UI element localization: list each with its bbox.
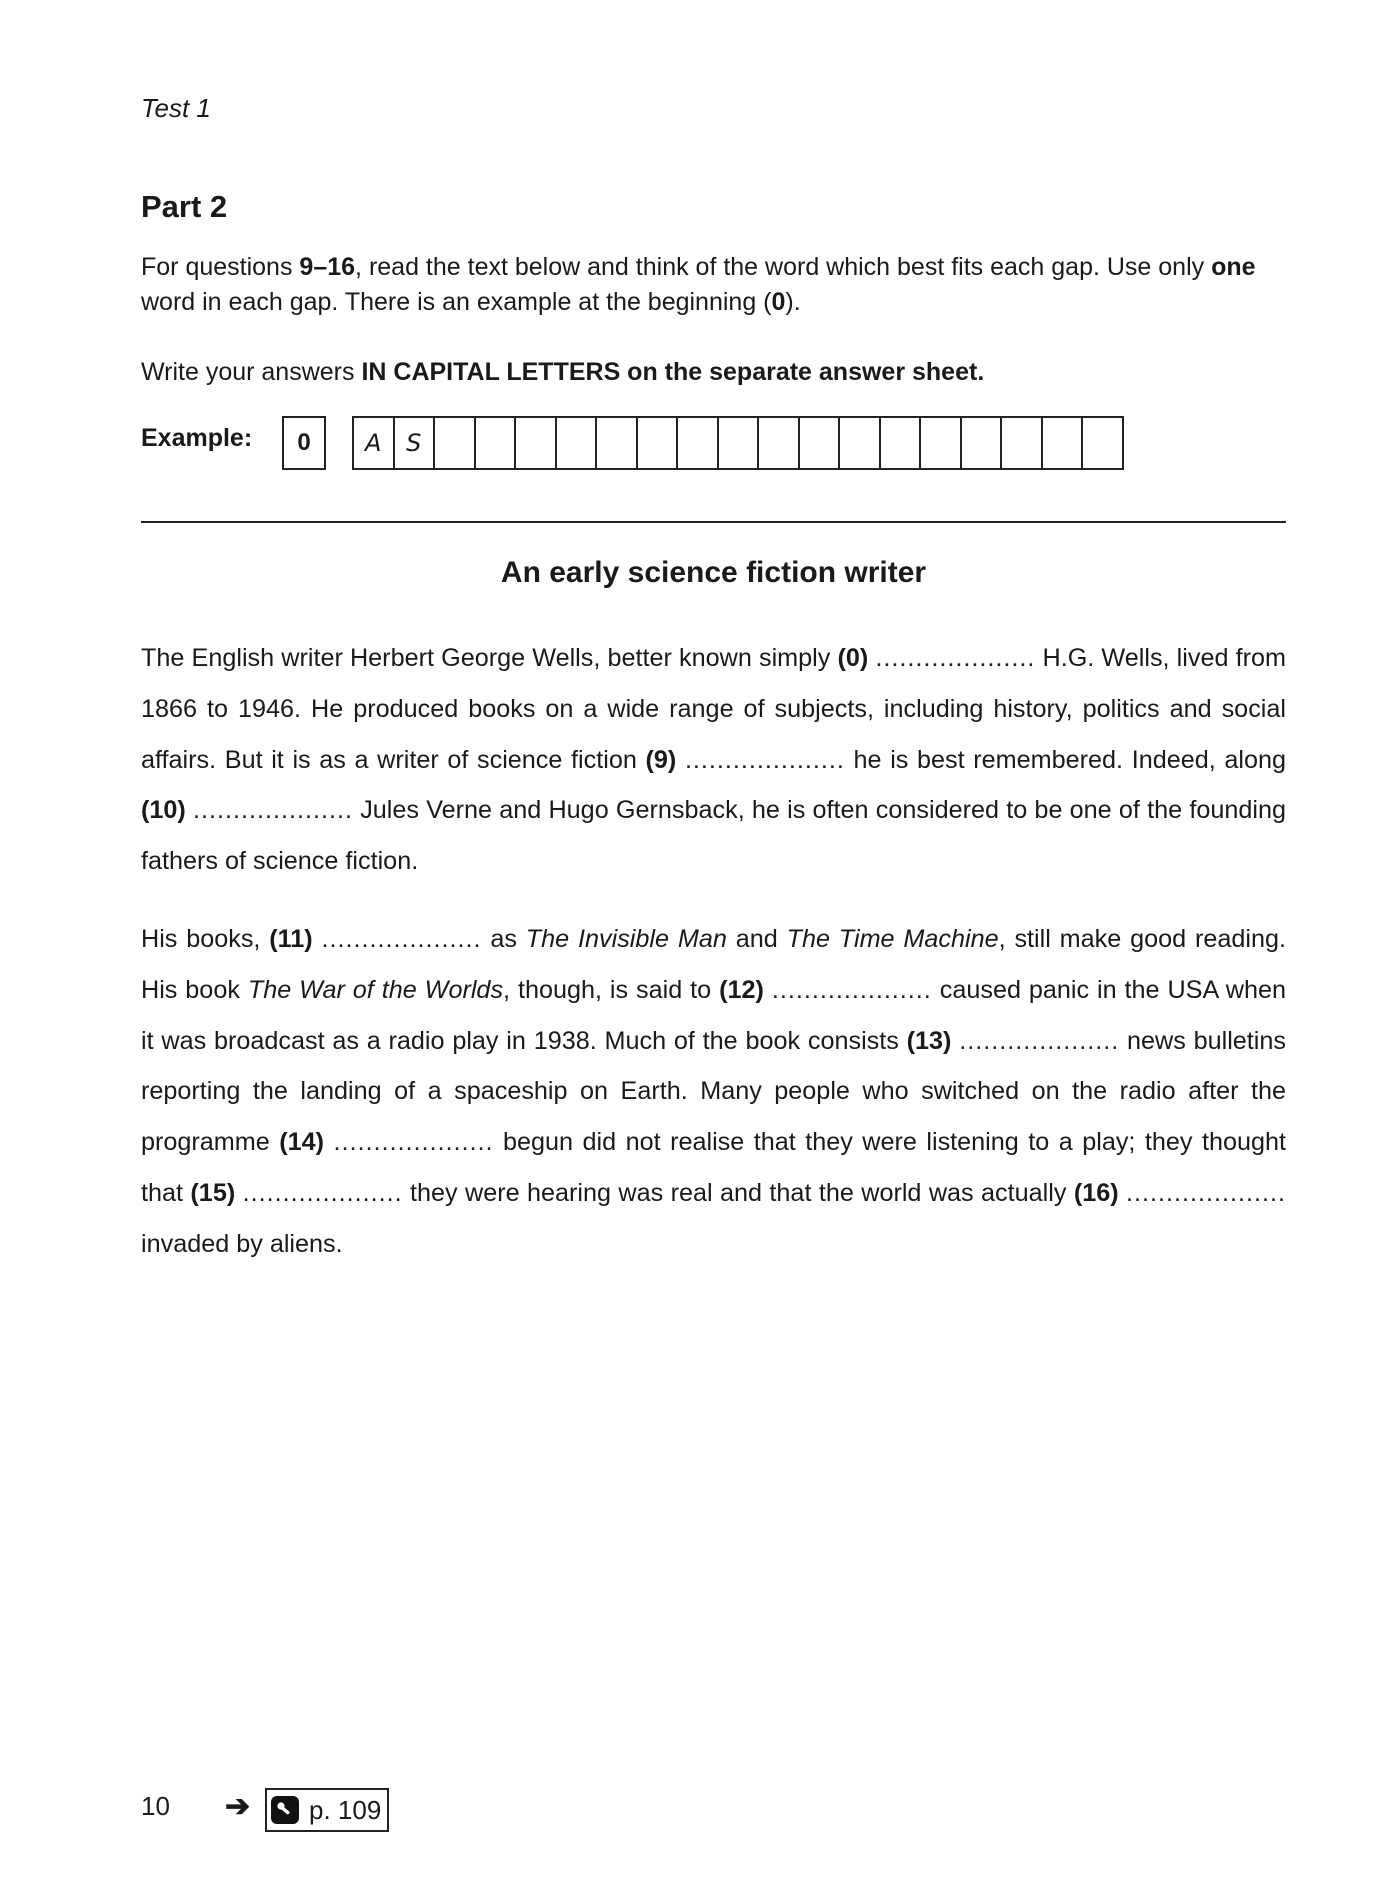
gap-blank-10: .................... [193,796,353,825]
answer-cell [921,418,962,468]
answer-cell [1002,418,1043,468]
passage-text: , still make good reading. His book [141,925,1286,1004]
answer-cell: A [354,418,395,468]
answer-cell [435,418,476,468]
answer-key-reference[interactable] [265,1788,389,1832]
answer-cell [1083,418,1124,468]
question-range: 9–16 [299,253,356,281]
passage-text: news bulletins reporting the landing of a spaceship on Earth. Many people who switched on the radio after the programme [141,1026,1286,1157]
instructions-text: Write your answers [141,358,362,386]
gap-blank-13: .................... [959,1026,1120,1055]
gap-blank-9: .................... [684,745,845,774]
running-head: Test 1 [141,93,211,123]
text-title: An early science fiction writer [500,556,927,589]
answer-cell [516,418,557,468]
passage-text: begun did not realise that they were listening to a play; they thought that [141,1128,1287,1207]
instructions [141,250,1291,390]
book-title: The War of the Worlds [247,975,504,1004]
instructions-text: ). [785,288,801,316]
reference-page-label: p. 109 [309,1794,382,1825]
gap-blank-15: .................... [242,1178,403,1207]
example-answer-cells [352,416,1124,470]
gap-number-15: (15) [190,1178,236,1207]
passage-paragraph-1 [141,633,1286,887]
answer-cell [881,418,922,468]
answer-cell [557,418,598,468]
key-icon [271,1796,299,1824]
example-label: Example: [141,423,253,452]
part-title: Part 2 [141,189,228,224]
instructions-text: , read the text below and think of the word which best fits each gap. Use only [355,253,1212,281]
gap-blank-16: .................... [1126,1178,1287,1207]
passage-text: caused panic in the USA when it was broadcast as a radio play in 1938. Much of the book consists [141,975,1287,1055]
passage-text: invaded by aliens. [141,1229,343,1258]
passage-text: H.G. Wells, lived from 1866 to 1946. He produced books on a wide range of subjects, including history, politics and social affairs. But it is as a writer of science fiction [141,644,1286,774]
section-divider [141,521,1286,523]
gap-number-12: (12) [719,975,764,1004]
answer-sheet-instruction [141,355,1291,390]
gap-number-10: (10) [141,796,186,825]
page-footer [141,1783,389,1829]
gap-number-11: (11) [269,925,313,953]
instructions-emphasis: 0 [771,288,786,316]
answer-cell [719,418,760,468]
passage-text: and [726,925,787,953]
gap-number-13: (13) [906,1026,952,1055]
passage-text: they were hearing was real and that the world was actually [402,1178,1074,1207]
answer-cell [962,418,1003,468]
passage-text: he is best remembered. Indeed, along [844,745,1286,774]
answer-cell: S [395,418,436,468]
gap-blank-11: .................... [321,925,482,953]
passage-text: Jules Verne and Hugo Gernsback, he is often considered to be one of the founding fathers of science fiction. [141,796,1286,876]
passage-paragraph-2 [141,914,1286,1270]
instructions-text: word in each gap. There is an example at the beginning ( [141,288,772,316]
example-number-box: 0 [282,416,326,470]
book-title: The Time Machine [786,925,999,953]
instructions-paragraph [141,250,1291,320]
gap-number-0: (0) [837,644,869,672]
answer-cell [1043,418,1084,468]
passage-text: , though, is said to [503,975,720,1004]
gap-blank-0: .................... [875,644,1036,672]
gap-blank-12: .................... [771,975,932,1004]
passage-text: as [481,925,526,953]
gap-blank-14: .................... [333,1128,494,1157]
book-title: The Invisible Man [525,925,727,953]
gap-number-14: (14) [279,1128,325,1157]
gap-number-16: (16) [1073,1178,1119,1207]
answer-cell [638,418,679,468]
gap-number-9: (9) [645,745,677,774]
instructions-text: For questions [141,253,300,281]
answer-cell [759,418,800,468]
passage-text: His books, [141,925,270,953]
answer-cell [597,418,638,468]
answer-cell [800,418,841,468]
answer-cell [678,418,719,468]
answer-cell [840,418,881,468]
arrow-right-icon: ➔ [225,1789,251,1823]
instructions-emphasis: one [1211,253,1256,281]
answer-cell [476,418,517,468]
instructions-emphasis: IN CAPITAL LETTERS on the separate answer sheet. [361,358,985,386]
example-row [141,417,1124,469]
passage-text: The English writer Herbert George Wells, better known simply [141,644,838,672]
page-number: 10 [141,1790,170,1821]
